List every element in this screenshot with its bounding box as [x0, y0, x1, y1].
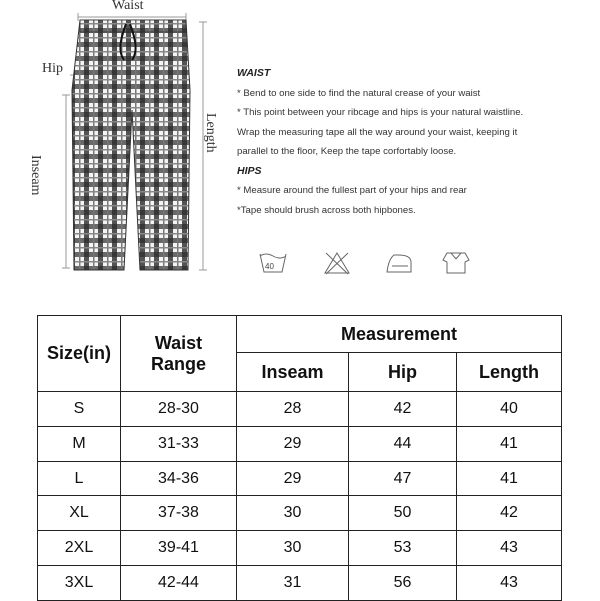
waist-cell: 34-36: [121, 461, 237, 496]
waist-dimension-label: Waist: [112, 0, 144, 13]
table-row: [38, 531, 562, 566]
hip-cell: 42: [349, 392, 457, 427]
size-cell: 3XL: [38, 566, 121, 601]
waist-heading: WAIST: [237, 67, 271, 79]
size-cell: XL: [38, 496, 121, 531]
length-cell: 41: [457, 426, 562, 461]
waist-cell: 39-41: [121, 531, 237, 566]
wash-temperature-label: 40: [265, 262, 274, 271]
length-cell: 42: [457, 496, 562, 531]
length-cell: 41: [457, 461, 562, 496]
instruction-line: * Bend to one side to find the natural crease of your waist: [237, 87, 481, 99]
waist-range-header: [121, 316, 237, 392]
size-cell: S: [38, 392, 121, 427]
inseam-cell: 29: [237, 426, 349, 461]
hip-dimension-label: Hip: [42, 61, 63, 76]
iron-icon: [384, 250, 414, 276]
length-header: Length: [457, 353, 562, 392]
inseam-cell: 29: [237, 461, 349, 496]
table-row: [38, 461, 562, 496]
hip-cell: 44: [349, 426, 457, 461]
inseam-cell: 30: [237, 531, 349, 566]
table-row: [38, 392, 562, 427]
waist-cell: 31-33: [121, 426, 237, 461]
hip-cell: 53: [349, 531, 457, 566]
waist-header-line2: Range: [150, 353, 206, 374]
size-cell: L: [38, 461, 121, 496]
size-chart-table: [37, 315, 562, 601]
size-cell: M: [38, 426, 121, 461]
inseam-dimension-label: Inseam: [28, 155, 43, 196]
waist-cell: 42-44: [121, 566, 237, 601]
dry-flat-icon: [441, 250, 471, 276]
size-cell: 2XL: [38, 531, 121, 566]
inseam-header: Inseam: [237, 353, 349, 392]
do-not-bleach-icon: [323, 250, 351, 276]
care-icons: [0, 250, 600, 280]
measurement-header: Measurement: [237, 316, 562, 353]
instruction-line: * Measure around the fullest part of your hips and rear: [237, 185, 467, 196]
waist-header-line1: Waist: [154, 332, 203, 353]
length-dimension-label: Length: [203, 113, 218, 153]
hip-cell: 56: [349, 566, 457, 601]
instruction-line: *Tape should brush across both hipbones.: [237, 204, 416, 216]
waist-cell: 28-30: [121, 392, 237, 427]
length-cell: 40: [457, 392, 562, 427]
inseam-cell: 30: [237, 496, 349, 531]
plaid-pants-image: [0, 0, 230, 290]
inseam-cell: 28: [237, 392, 349, 427]
table-row: [38, 426, 562, 461]
waist-cell: 37-38: [121, 496, 237, 531]
pants-illustration: [0, 0, 230, 290]
hip-header: Hip: [349, 353, 457, 392]
size-header: Size(in): [38, 316, 121, 392]
measuring-instructions: [237, 64, 597, 220]
instruction-line: Wrap the measuring tape all the way around your waist, keeping it: [237, 126, 518, 138]
length-cell: 43: [457, 566, 562, 601]
inseam-cell: 31: [237, 566, 349, 601]
instruction-line: * This point between your ribcage and hips is your natural waistline.: [237, 107, 524, 118]
table-row: [38, 566, 562, 601]
instruction-line: parallel to the floor, Keep the tape corfortably loose.: [237, 146, 457, 157]
hip-cell: 50: [349, 496, 457, 531]
hip-cell: 47: [349, 461, 457, 496]
length-cell: 43: [457, 531, 562, 566]
table-row: [38, 496, 562, 531]
hips-heading: HIPS: [237, 164, 262, 177]
